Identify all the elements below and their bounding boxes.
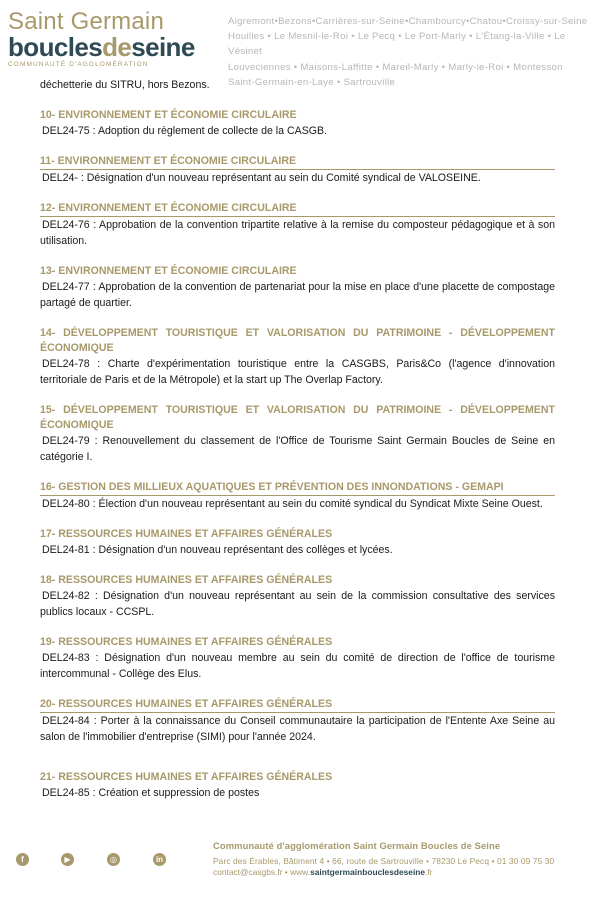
section-body: DEL24-85 : Création et suppression de postes	[42, 787, 260, 799]
agenda-section	[40, 403, 555, 465]
section-title: 19- RESSOURCES HUMAINES ET AFFAIRES GÉNÉRALES	[40, 636, 333, 648]
towns-line: Aigremont•Bezons•Carrières-sur-Seine•Chambourcy•Chatou•Croissy-sur-Seine	[228, 16, 588, 27]
section-title: 12- ENVIRONNEMENT ET ÉCONOMIE CIRCULAIRE	[40, 201, 555, 217]
facebook-icon[interactable]: f	[16, 853, 29, 866]
section-body: DEL24-82 : Désignation d'un nouveau représentant au sein de la commission consultative des services publics locaux - CCSPL.	[40, 590, 555, 618]
agenda-section	[40, 635, 555, 682]
logo-line-2: bouclesdeseine	[8, 32, 195, 62]
section-title: 17- RESSOURCES HUMAINES ET AFFAIRES GÉNÉRALES	[40, 528, 333, 540]
agenda-section	[40, 480, 555, 512]
agenda-content	[40, 78, 555, 816]
linkedin-icon[interactable]: in	[153, 853, 166, 866]
section-title: 10- ENVIRONNEMENT ET ÉCONOMIE CIRCULAIRE	[40, 109, 297, 121]
website-link[interactable]: www.saintgermainbouclesdeseine.fr	[290, 867, 433, 877]
section-title: 14- DÉVELOPPEMENT TOURISTIQUE ET VALORISATION DU PATRIMOINE - DÉVELOPPEMENT ÉCONOMIQUE	[40, 327, 555, 354]
intro-text: déchetterie du SITRU, hors Bezons.	[40, 79, 210, 91]
section-body: DEL24- : Désignation d'un nouveau représentant au sein du Comité syndical de VALOSEINE.	[42, 172, 481, 184]
section-body: DEL24-80 : Élection d'un nouveau représentant au sein du comité syndical du Syndicat Mixte Seine Ouest.	[42, 498, 543, 510]
towns-line: Saint-Germain-en-Laye • Sartrouville	[228, 76, 396, 88]
agenda-section	[40, 201, 555, 249]
footer-address: Parc des Érables, Bâtiment 4 • 66, route de Sartrouville • 78230 Le Pecq • 01 30 09 75 30	[213, 856, 555, 866]
logo-line-3: COMMUNAUTÉ D'AGGLOMÉRATION	[8, 61, 149, 68]
section-title: 15- DÉVELOPPEMENT TOURISTIQUE ET VALORISATION DU PATRIMOINE - DÉVELOPPEMENT ÉCONOMIQUE	[40, 404, 555, 431]
section-title: 16- GESTION DES MILLIEUX AQUATIQUES ET PRÉVENTION DES INNONDATIONS - GEMAPI	[40, 480, 555, 496]
section-title: 11- ENVIRONNEMENT ET ÉCONOMIE CIRCULAIRE	[40, 154, 555, 170]
section-title: 18- RESSOURCES HUMAINES ET AFFAIRES GÉNÉRALES	[40, 574, 333, 586]
section-title: 20- RESSOURCES HUMAINES ET AFFAIRES GÉNÉRALES	[40, 697, 555, 713]
section-body: DEL24-84 : Porter à la connaissance du Conseil communautaire la participation de l'Entente Axe Seine au salon de l'immobilier d'entreprise (SIMI) pour l'année 2024.	[40, 715, 555, 743]
agenda-section	[40, 573, 555, 620]
logo-line-1: Saint Germain	[8, 8, 164, 35]
agenda-section	[40, 154, 555, 186]
page-footer	[0, 836, 609, 902]
section-body: DEL24-76 : Approbation de la convention tripartite relative à la remise du composteur pédagogique et à son utilisation.	[40, 219, 555, 247]
agenda-section	[40, 108, 555, 139]
section-body: DEL24-83 : Désignation d'un nouveau membre au sein du comité de direction de l'office de tourisme intercommunal - Collège des Elus.	[40, 652, 555, 680]
contact-email-link[interactable]: contact@casgbs.fr	[213, 867, 283, 877]
agenda-section	[40, 326, 555, 388]
youtube-icon[interactable]: ▶	[61, 853, 74, 866]
footer-title: Communauté d'agglomération Saint Germain Boucles de Seine	[213, 840, 501, 851]
section-body: DEL24-79 : Renouvellement du classement de l'Office de Tourisme Saint Germain Boucles de Seine en catégorie I.	[40, 435, 555, 463]
towns-line: Louveciennes • Maisons-Laffitte • Mareil-Marly • Marly-le-Roi • Montesson	[228, 61, 563, 73]
instagram-icon[interactable]: ◎	[107, 853, 120, 866]
section-body: DEL24-78 : Charte d'expérimentation touristique entre la CASGBS, Paris&Co (l'agence d'innovation territoriale de Paris et de la Métropole) et la start up The Overlap Factory.	[40, 358, 555, 386]
section-title: 13- ENVIRONNEMENT ET ÉCONOMIE CIRCULAIRE	[40, 265, 297, 277]
section-body: DEL24-75 : Adoption du règlement de collecte de la CASGB.	[42, 125, 328, 137]
section-body: DEL24-81 : Désignation d'un nouveau représentant des collèges et lycées.	[42, 544, 393, 556]
towns-line: Houilles • Le Mesnil-le-Roi • Le Pecq • Le Port-Marly • L'Étang-la-Ville • Le Vésinet	[228, 31, 566, 58]
agglomeration-logo[interactable]	[8, 10, 208, 68]
agenda-section	[40, 527, 555, 558]
agenda-section	[40, 770, 555, 801]
agenda-section	[40, 264, 555, 311]
section-title: 21- RESSOURCES HUMAINES ET AFFAIRES GÉNÉRALES	[40, 771, 333, 783]
agenda-section	[40, 697, 555, 745]
section-body: DEL24-77 : Approbation de la convention de partenariat pour la mise en place d'une placette de compostage partagé de quartier.	[40, 281, 555, 309]
footer-contact: contact@casgbs.fr • www.saintgermainbouclesdeseine.fr	[213, 867, 433, 877]
